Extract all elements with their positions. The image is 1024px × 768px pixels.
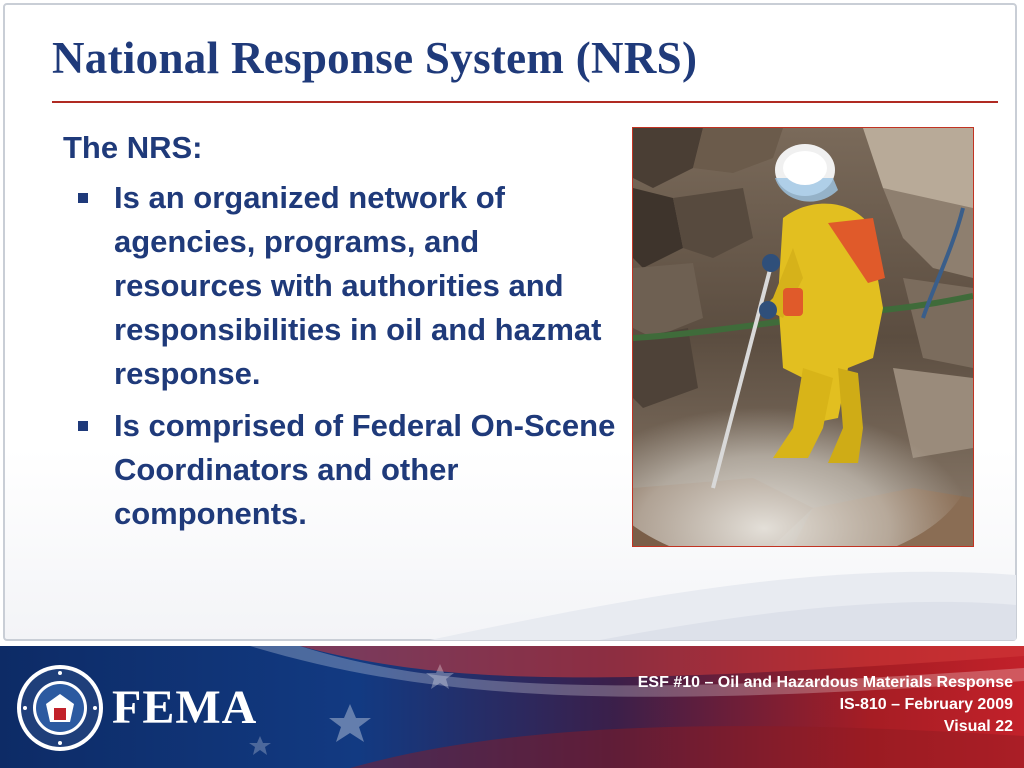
intro-text: The NRS: — [63, 130, 203, 165]
square-bullet-icon — [78, 193, 88, 203]
square-bullet-icon — [78, 421, 88, 431]
footer-course-info — [638, 672, 1013, 738]
title-underline — [52, 101, 998, 103]
fema-logo-text: FEMA — [112, 681, 258, 734]
dhs-seal-icon — [16, 664, 104, 752]
footer-line-visual: Visual 22 — [943, 718, 1013, 735]
footer-banner — [0, 646, 1024, 768]
bullet-text: Is an organized network of agencies, programs, and resources with authorities and responsibilities in oil and hazmat response. — [114, 180, 602, 391]
footer-line-date: IS-810 – February 2009 — [839, 696, 1013, 713]
slide-title: National Response System (NRS) — [52, 33, 698, 83]
hazmat-worker-pressure-washing-rocks-photo — [633, 128, 973, 546]
bullet-item — [63, 176, 623, 396]
bullet-text: Is comprised of Federal On-Scene Coordinators and other components. — [114, 408, 616, 531]
footer-line-course: ESF #10 – Oil and Hazardous Materials Response — [637, 674, 1013, 691]
bullet-list — [63, 176, 623, 536]
hazmat-worker-photo — [632, 127, 974, 547]
bullet-item — [63, 404, 623, 536]
slide-body — [63, 128, 623, 544]
